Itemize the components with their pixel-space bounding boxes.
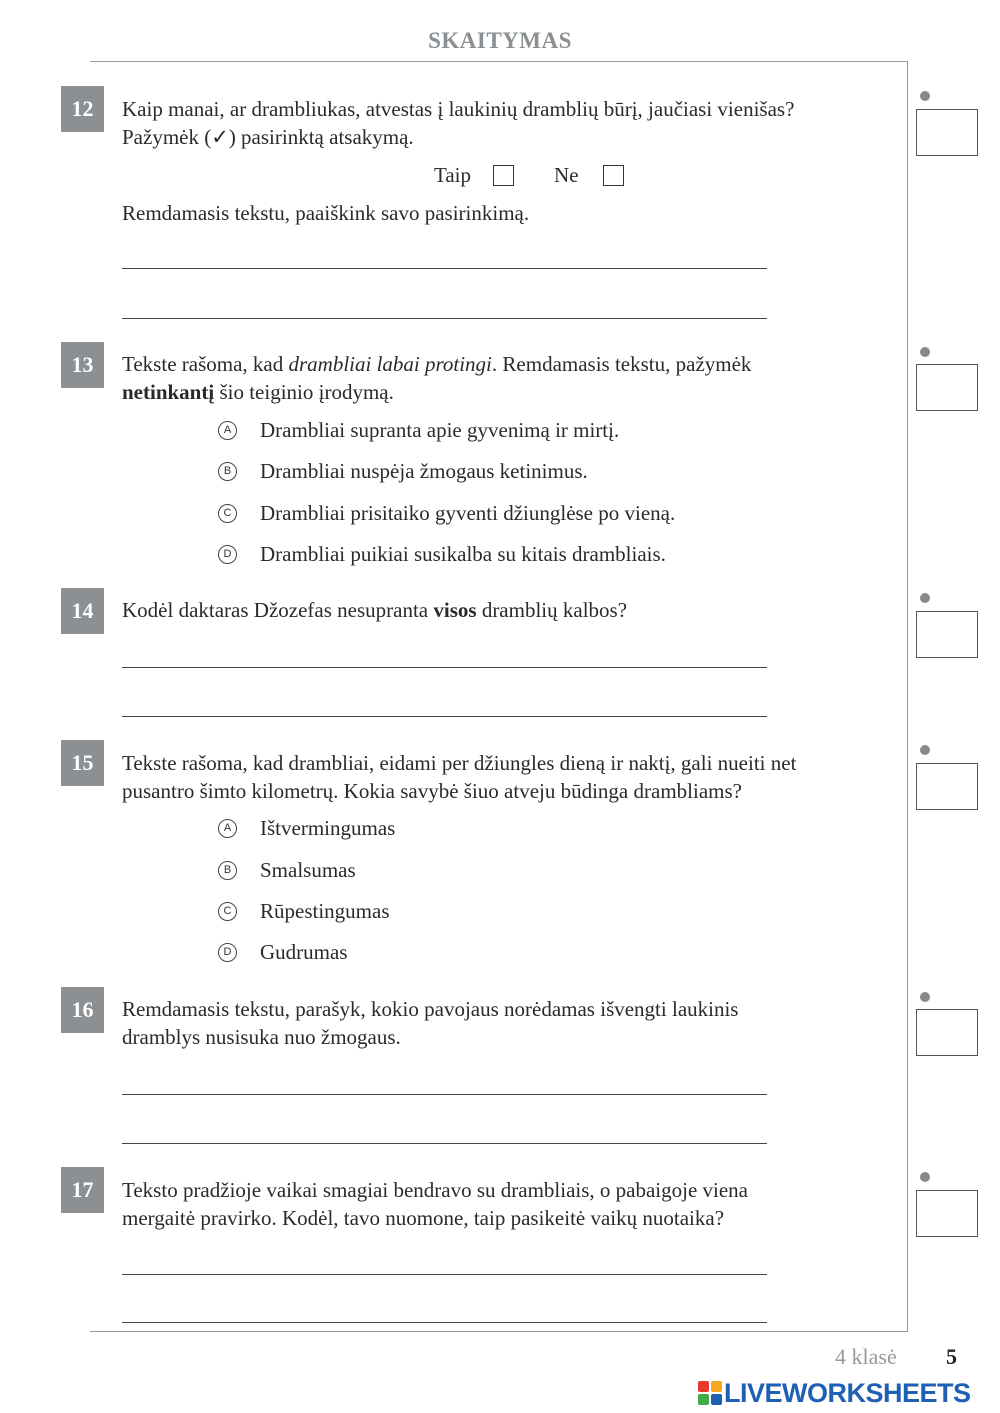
answer-line-14-1[interactable] — [122, 667, 767, 668]
option-15-d[interactable] — [218, 938, 348, 966]
option-15-a[interactable] — [218, 814, 395, 842]
page-header: SKAITYMAS — [428, 28, 572, 53]
score-dot-12 — [920, 91, 930, 101]
option-text: Ištvermingumas — [260, 816, 396, 840]
option-letter-circle[interactable]: B — [218, 462, 237, 481]
question-number-14: 14 — [61, 588, 104, 634]
option-text: Gudrumas — [260, 940, 348, 964]
answer-line-17-2[interactable] — [122, 1322, 767, 1323]
question-12-line2: Pažymėk (✓) pasirinktą atsakymą. — [122, 125, 414, 149]
score-dot-17 — [920, 1172, 930, 1182]
answer-line-16-1[interactable] — [122, 1094, 767, 1095]
question-13-line2: netinkantį šio teiginio įrodymą. — [122, 380, 394, 404]
no-checkbox[interactable] — [603, 165, 624, 186]
frame-bottom-border — [90, 1331, 908, 1332]
score-box-16[interactable] — [916, 1009, 978, 1056]
brand-text: LIVEWORKSHEETS — [724, 1377, 971, 1408]
question-number-15: 15 — [61, 740, 104, 786]
option-13-c[interactable] — [218, 499, 675, 527]
no-label: Ne — [554, 163, 579, 187]
option-text: Rūpestingumas — [260, 899, 390, 923]
liveworksheets-logo — [698, 1378, 971, 1408]
score-box-13[interactable] — [916, 364, 978, 411]
question-12-text — [122, 95, 892, 151]
question-17-text — [122, 1176, 892, 1232]
question-16-text — [122, 995, 892, 1051]
option-letter-circle[interactable]: D — [218, 545, 237, 564]
option-text: Drambliai puikiai susikalba su kitais drambliais. — [260, 542, 666, 566]
answer-line-12-1[interactable] — [122, 268, 767, 269]
option-text: Smalsumas — [260, 858, 356, 882]
score-box-14[interactable] — [916, 611, 978, 658]
footer-page-number: 5 — [946, 1344, 957, 1369]
question-13-text — [122, 350, 892, 406]
question-13-line1: Tekste rašoma, kad drambliai labai protingi. Remdamasis tekstu, pažymėk — [122, 352, 752, 376]
question-number-17: 17 — [61, 1167, 104, 1213]
score-dot-16 — [920, 992, 930, 1002]
option-15-b[interactable] — [218, 856, 356, 884]
option-13-d[interactable] — [218, 540, 666, 568]
score-box-17[interactable] — [916, 1190, 978, 1237]
option-letter-circle[interactable]: C — [218, 504, 237, 523]
score-dot-14 — [920, 593, 930, 603]
yes-checkbox[interactable] — [493, 165, 514, 186]
option-letter-circle[interactable]: A — [218, 819, 237, 838]
question-16-line1: Remdamasis tekstu, parašyk, kokio pavojaus norėdamas išvengti laukinis — [122, 997, 739, 1021]
question-number-12: 12 — [61, 86, 104, 132]
answer-line-16-2[interactable] — [122, 1143, 767, 1144]
option-13-a[interactable] — [218, 416, 619, 444]
answer-line-12-2[interactable] — [122, 318, 767, 319]
yes-label: Taip — [434, 163, 472, 187]
question-16-line2: dramblys nusisuka nuo žmogaus. — [122, 1025, 401, 1049]
question-12-explain: Remdamasis tekstu, paaiškink savo pasirinkimą. — [122, 201, 530, 225]
score-box-15[interactable] — [916, 763, 978, 810]
score-box-12[interactable] — [916, 109, 978, 156]
question-12-line1: Kaip manai, ar drambliukas, atvestas į laukinių dramblių būrį, jaučiasi vienišas? — [122, 97, 795, 121]
option-text: Drambliai supranta apie gyvenimą ir mirtį. — [260, 418, 620, 442]
score-dot-13 — [920, 347, 930, 357]
footer-class-label: 4 klasė — [835, 1344, 897, 1369]
answer-line-14-2[interactable] — [122, 716, 767, 717]
question-15-line2: pusantro šimto kilometrų. Kokia savybė šiuo atveju būdinga drambliams? — [122, 779, 742, 803]
score-dot-15 — [920, 745, 930, 755]
option-letter-circle[interactable]: C — [218, 902, 237, 921]
option-letter-circle[interactable]: A — [218, 421, 237, 440]
frame-top-border — [90, 61, 908, 62]
option-letter-circle[interactable]: B — [218, 861, 237, 880]
question-number-16: 16 — [61, 987, 104, 1033]
yes-no-choice — [434, 161, 624, 189]
option-13-b[interactable] — [218, 457, 588, 485]
question-17-line1: Teksto pradžioje vaikai smagiai bendravo su drambliais, o pabaigoje viena — [122, 1178, 749, 1202]
answer-line-17-1[interactable] — [122, 1274, 767, 1275]
question-15-line1: Tekste rašoma, kad drambliai, eidami per džiungles dieną ir naktį, gali nueiti net — [122, 751, 797, 775]
option-15-c[interactable] — [218, 897, 390, 925]
brand-grid-icon — [698, 1381, 722, 1405]
question-14-text: Kodėl daktaras Džozefas nesupranta visos dramblių kalbos? — [122, 598, 628, 622]
question-17-line2: mergaitė pravirko. Kodėl, tavo nuomone, taip pasikeitė vaikų nuotaika? — [122, 1206, 725, 1230]
frame-right-border — [907, 61, 908, 1332]
question-15-text — [122, 749, 892, 805]
option-text: Drambliai prisitaiko gyventi džiunglėse po vieną. — [260, 501, 676, 525]
option-text: Drambliai nuspėja žmogaus ketinimus. — [260, 459, 588, 483]
option-letter-circle[interactable]: D — [218, 943, 237, 962]
question-number-13: 13 — [61, 342, 104, 388]
